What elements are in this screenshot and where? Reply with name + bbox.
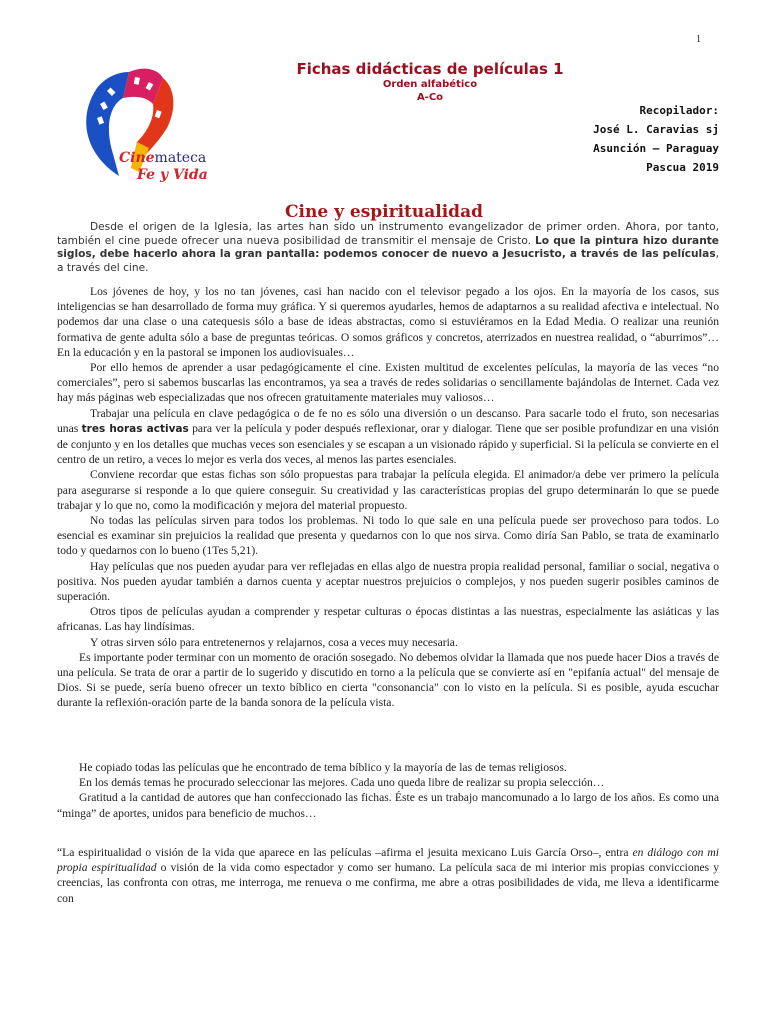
quote-emphasis: en diálogo con mi propia espiritualidad	[57, 846, 720, 875]
compiler-label: Recopilador:	[639, 104, 719, 117]
paragraph-3-bold: tres horas activas	[81, 422, 189, 435]
intro-end: , a través del cine.	[57, 248, 719, 274]
section-title: Cine y espiritualidad	[285, 202, 483, 222]
quote-a: “La espiritualidad o visión de la vida que aparece en las películas –afirma el jesuita mexicano Luis García Orso–, entra	[57, 846, 633, 859]
paragraph-11: En los demás temas he procurado seleccionar las mejores. Cada uno queda libre de realizar su propia selección…	[79, 776, 605, 790]
logo-brand-cine: Cine	[119, 150, 155, 166]
paragraph-1: Los jóvenes de hoy, y los no tan jóvenes, casi han nacido con el televisor pegado a los ojos. En la mayoría de los casos, sus inteligencias se han desarrollado de forma muy gráfica. Y si queremos ayudarles, hemos de adaptarnos a su realidad afectiva e intelectual. No podemos dar una clase o una catequesis sólo a base de ideas abstractas, como si estuviéramos en la Edad Media. O realizar una reunión formativa de gente adulta sólo a base de preguntas teóricas. O somos gráficos y concretos, aterrizados en nuestrea realidad, o “aburrimos”… En la educación y en la pastoral se imponen los audiovisuales…	[57, 285, 719, 359]
compiler-block	[593, 101, 719, 177]
paragraph-5: No todas las películas sirven para todos los problemas. Ni todo lo que sale en una película puede ser provechoso para todos. Lo esencial es examinar sin prejuicios la realidad que presenta y quedarnos con lo que nos sirva. Como diría San Pablo, se trata de examinarlo todo y quedarnos con lo bueno (1Tes 5,21).	[57, 514, 719, 558]
logo-brand	[119, 150, 206, 166]
paragraph-7: Otros tipos de películas ayudan a comprender y respetar culturas o épocas distintas a las nuestras, especialmente las asiáticas y las africanas. Las hay lindísimas.	[57, 605, 719, 634]
compiler-date: Pascua 2019	[646, 161, 719, 174]
paragraph-6: Hay películas que nos pueden ayudar para ver reflejadas en ellas algo de nuestra propia realidad personal, familiar o social, negativa o positiva. Nos pueden ayudar también a darnos cuenta y aceptar nuestros prejuicios o complejos, y nos pueden sugerir posibles caminos de superación.	[57, 559, 719, 604]
document-title: Fichas didácticas de películas 1	[296, 60, 564, 78]
intro-text: Desde el origen de la Iglesia, las artes han sido un instrumento evangelizador de primer orden. Ahora, por tanto, también el cine puede ofrecer una nueva posibilidad de transmitir el mensaje de Cristo.	[57, 221, 719, 247]
main-body	[57, 284, 719, 711]
document-range: A-Co	[416, 92, 444, 103]
intro-bold: Lo que la pintura hizo durante siglos, debe hacerlo ahora la gran pantalla: podemos conocer de nuevo a Jesucristo, a través de las películas	[57, 234, 719, 261]
cinemateca-logo	[57, 58, 225, 188]
quote-block	[57, 845, 719, 906]
quote-b: o visión de la vida como espectador y como ser humano. La película saca de mi interior mis propias convicciones y creencias, las confronta con otras, me interroga, me renueva o me confirma, me abre a otras posibilidades de vida, me lleva a identificarme con	[57, 861, 719, 905]
paragraph-8: Y otras sirven sólo para entretenernos y relajarnos, cosa a veces muy necesaria.	[90, 635, 458, 649]
paragraph-2: Por ello hemos de aprender a usar pedagógicamente el cine. Existen multitud de excelentes películas, la mayoría de las veces “no comerciales”, pero si sabemos buscarlas las encontramos, ya sea a través de redes solidarias o sencillamente bajándolas de Internet. Cada vez hay más páginas web especializadas que nos ofrecen gratuitamente materiales muy valiosos…	[57, 361, 719, 405]
paragraph-10: He copiado todas las películas que he encontrado de tema bíblico y la mayoría de las de temas religiosos.	[79, 761, 567, 774]
quote-paragraph	[57, 845, 719, 906]
compiler-name: José L. Caravias sj	[593, 123, 719, 136]
document-subtitle: Orden alfabético	[382, 79, 478, 90]
logo-brand-mateca: mateca	[154, 150, 207, 166]
paragraph-3-a: Trabajar una película en clave pedagógica o de fe no es sólo una diversión o un descanso. Para sacarle todo el fruto, son necesarias unas	[57, 406, 719, 435]
intro-paragraph	[57, 221, 719, 275]
logo-tagline: Fe y Vida	[137, 167, 208, 183]
page-number: 1	[696, 34, 701, 45]
document-header	[290, 60, 570, 104]
closing-body	[57, 760, 719, 821]
paragraph-9: Es importante poder terminar con un momento de oración sosegado. No debemos olvidar la llamada que nos puede hacer Dios a través de una película. Se trata de orar a partir de lo sugerido y discutido en torno a la película que se convierte así en "epifanía actual" del mensaje de Dios. Si se puede, sería bueno ofrecer un texto bíblico en cierta "consonancia" con lo visto en la película. Si es posible, ayuda escuchar durante la reflexión-oración parte de la banda sonora de la película vista.	[57, 650, 719, 710]
paragraph-3-b: para ver la película y poder después reflexionar, orar y dialogar. Tiene que ser posible profundizar en una visión de conjunto y en los detalles que muchas veces son esenciales y se escapan a un visionado rápido y superficial. Si la película se convierte en el centro de un retiro, a veces lo mejor es verla dos veces, al menos las partes esenciales.	[57, 421, 719, 467]
compiler-place: Asunción – Paraguay	[593, 142, 719, 155]
paragraph-12: Gratitud a la cantidad de autores que han confeccionado las fichas. Éste es un trabajo mancomunado a lo largo de los años. Es como una “minga” de aportes, unidos para beneficio de muchos…	[57, 791, 719, 820]
paragraph-3	[57, 406, 719, 468]
paragraph-4: Conviene recordar que estas fichas son sólo propuestas para trabajar la película elegida. El animador/a debe ver primero la película para asegurarse si responde a lo que quiere conseguir. Su creatividad y las características propias del grupo determinarán lo que se puede trabajar y lo que no, como la modificación y mejora del material propuesto.	[57, 468, 719, 512]
